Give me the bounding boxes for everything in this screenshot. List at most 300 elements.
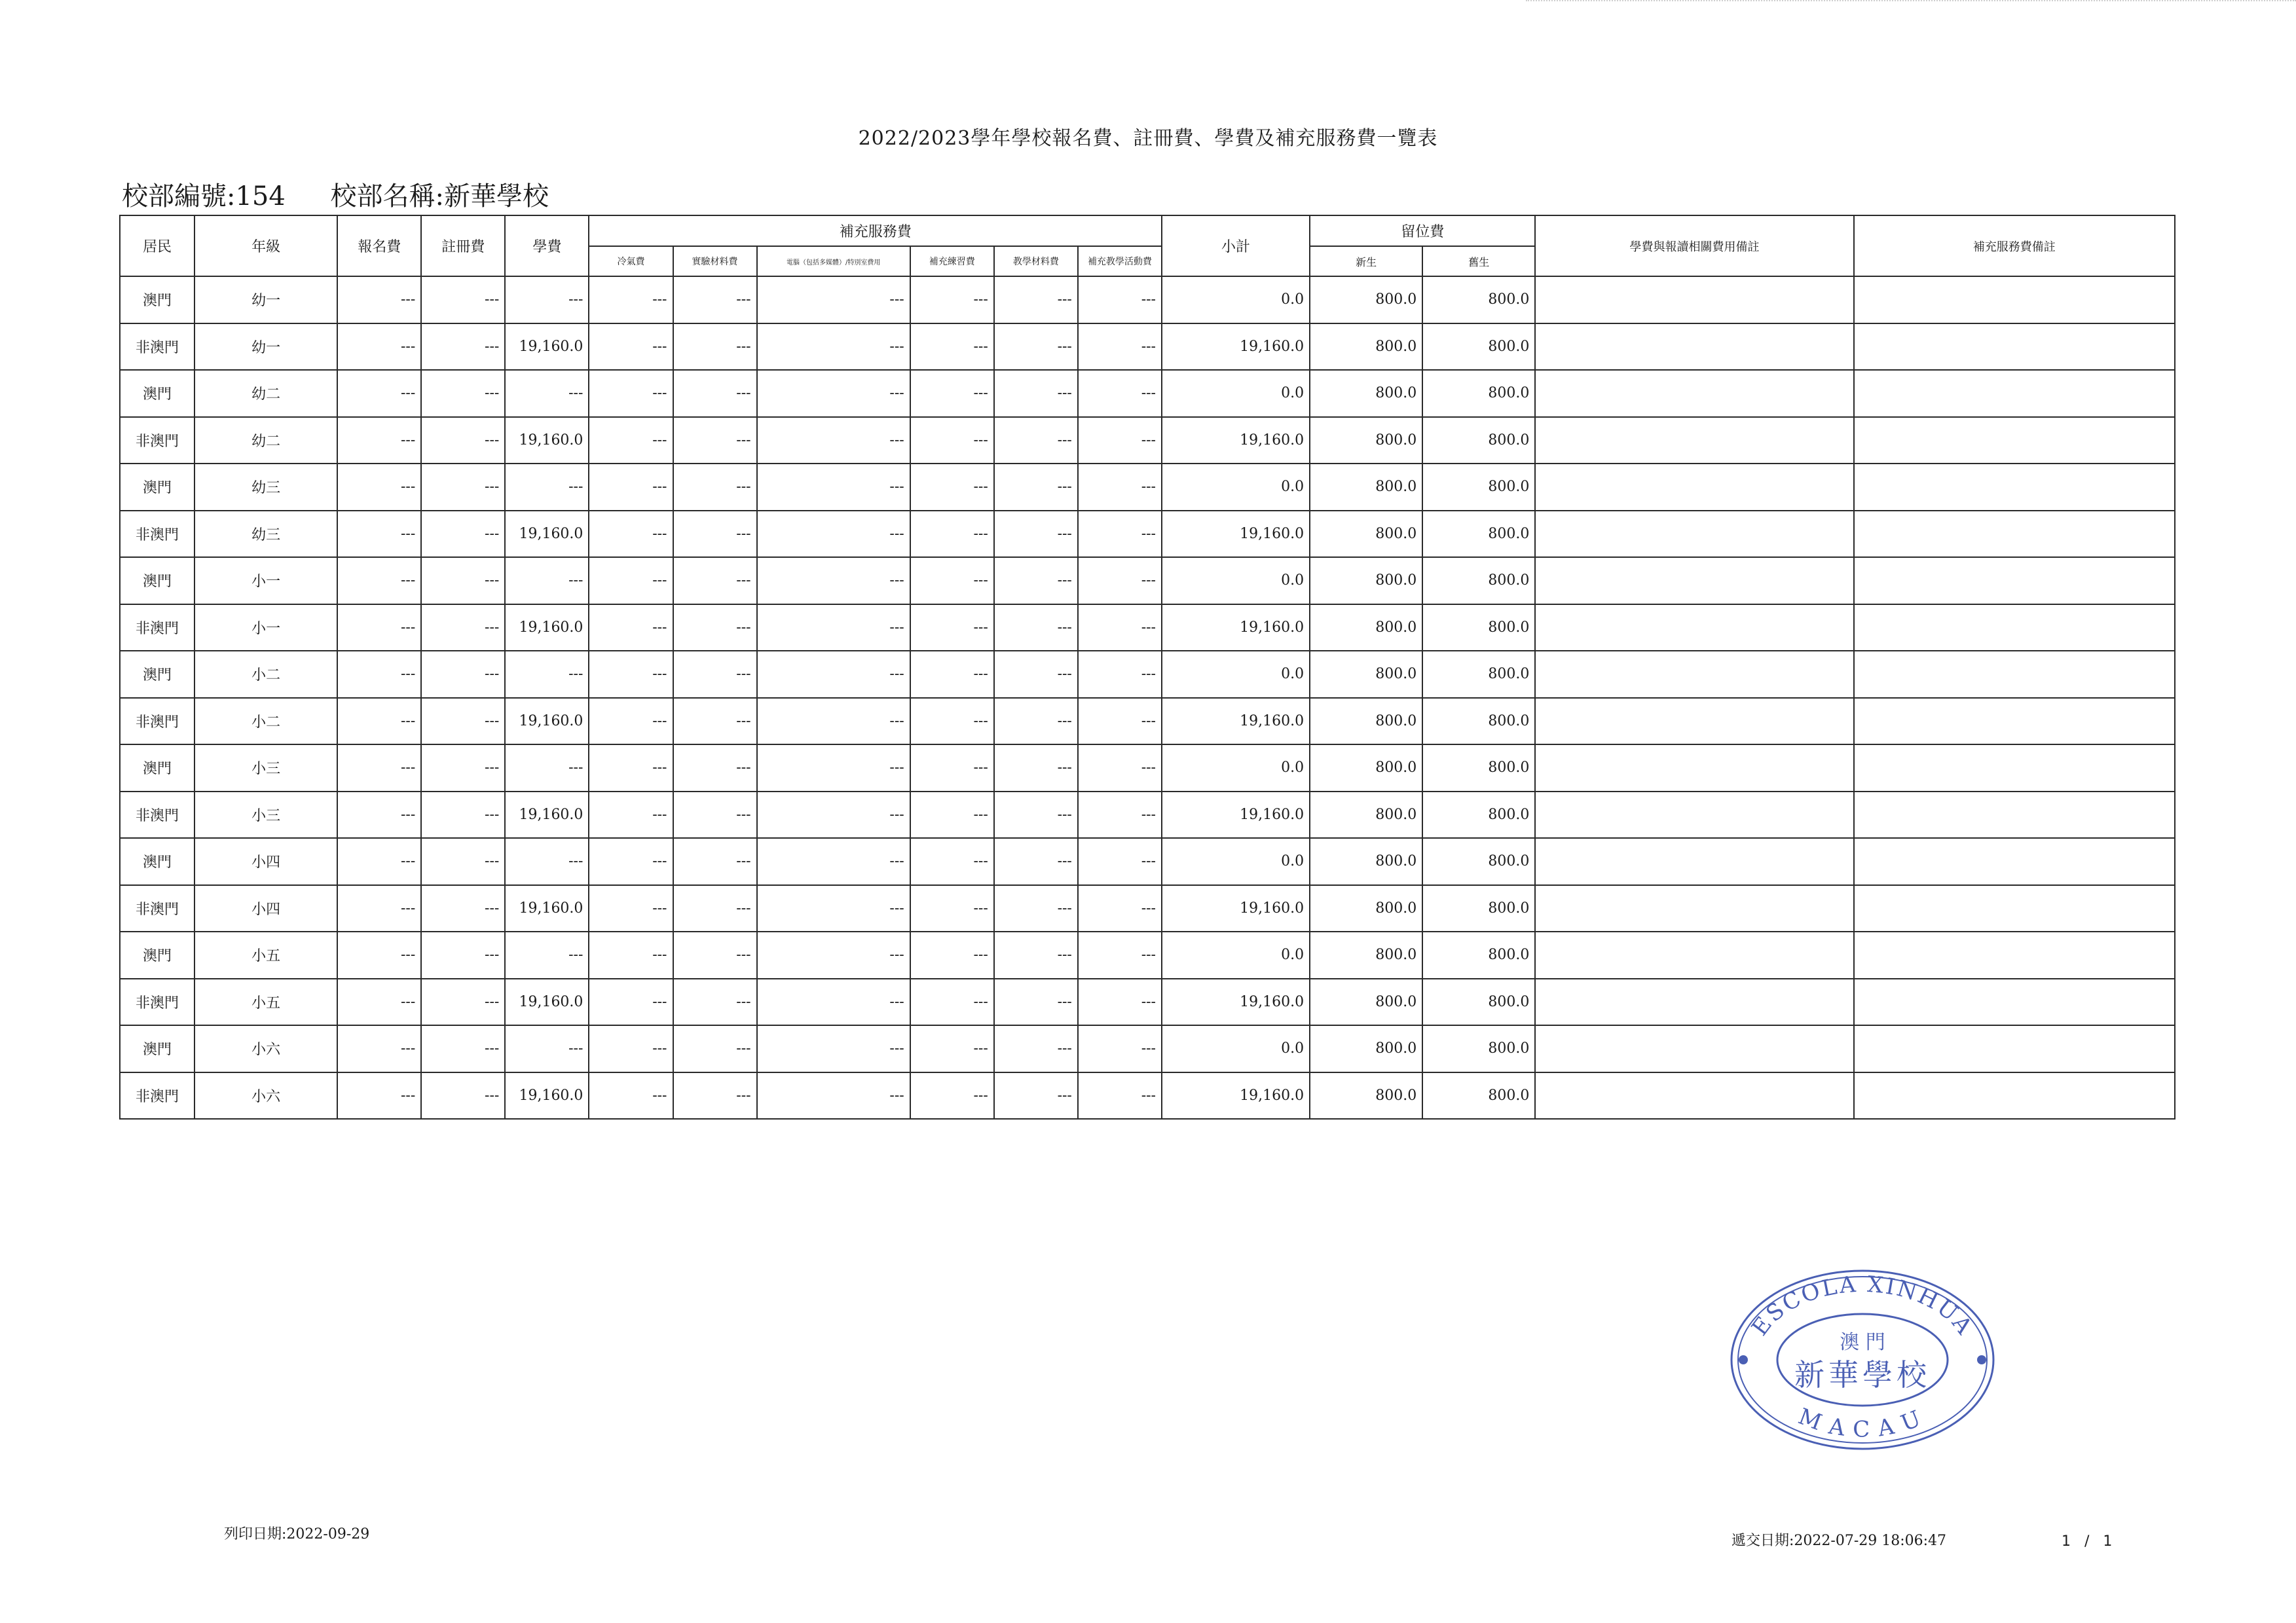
cell-s2: --- (673, 744, 757, 792)
cell-s1: --- (589, 792, 673, 839)
cell-s5: --- (994, 511, 1078, 558)
cell-s5: --- (994, 979, 1078, 1026)
cell-tuition-remark (1535, 698, 1853, 745)
table-row (120, 417, 2175, 464)
cell-s1: --- (589, 838, 673, 885)
table-row (120, 464, 2175, 511)
cell-s4: --- (910, 464, 994, 511)
cell-resident: 澳門 (120, 744, 194, 792)
cell-s6: --- (1078, 604, 1162, 651)
cell-tuition: --- (505, 932, 589, 979)
header-seat-new: 新生 (1310, 246, 1422, 276)
cell-tuition: --- (505, 651, 589, 698)
cell-registration-fee: --- (421, 1025, 505, 1072)
cell-seat-old: 800.0 (1422, 417, 1535, 464)
cell-s4: --- (910, 744, 994, 792)
cell-s4: --- (910, 276, 994, 323)
cell-s5: --- (994, 604, 1078, 651)
cell-s4: --- (910, 885, 994, 932)
header-registration-fee: 註冊費 (421, 215, 505, 276)
cell-s2: --- (673, 276, 757, 323)
cell-s6: --- (1078, 464, 1162, 511)
cell-registration-fee: --- (421, 276, 505, 323)
cell-subtotal: 0.0 (1162, 932, 1310, 979)
cell-seat-old: 800.0 (1422, 651, 1535, 698)
cell-s1: --- (589, 511, 673, 558)
cell-registration-fee: --- (421, 979, 505, 1026)
cell-s3: --- (757, 370, 910, 417)
cell-subtotal: 19,160.0 (1162, 417, 1310, 464)
cell-supplementary-remark (1854, 323, 2175, 371)
cell-seat-new: 800.0 (1310, 1072, 1422, 1120)
cell-s3: --- (757, 417, 910, 464)
cell-s3: --- (757, 698, 910, 745)
header-application-fee: 報名費 (337, 215, 421, 276)
cell-supplementary-remark (1854, 511, 2175, 558)
cell-s5: --- (994, 932, 1078, 979)
header-supplementary-group: 補充服務費 (589, 215, 1162, 246)
cell-subtotal: 0.0 (1162, 651, 1310, 698)
cell-supplementary-remark (1854, 417, 2175, 464)
cell-s5: --- (994, 323, 1078, 371)
cell-s6: --- (1078, 744, 1162, 792)
header-exercises: 補充練習費 (910, 246, 994, 276)
cell-resident: 非澳門 (120, 604, 194, 651)
cell-s6: --- (1078, 370, 1162, 417)
header-grade: 年級 (194, 215, 337, 276)
cell-s2: --- (673, 838, 757, 885)
cell-s2: --- (673, 792, 757, 839)
cell-s2: --- (673, 979, 757, 1026)
cell-seat-new: 800.0 (1310, 323, 1422, 371)
cell-tuition-remark (1535, 885, 1853, 932)
header-teaching-materials: 教學材料費 (994, 246, 1078, 276)
cell-s6: --- (1078, 1072, 1162, 1120)
cell-s5: --- (994, 1072, 1078, 1120)
cell-s2: --- (673, 464, 757, 511)
header-computer-room: 電腦（包括多媒體）/特別室費用 (757, 246, 910, 276)
cell-s2: --- (673, 370, 757, 417)
table-row (120, 370, 2175, 417)
cell-s3: --- (757, 932, 910, 979)
cell-tuition: --- (505, 744, 589, 792)
cell-s3: --- (757, 464, 910, 511)
cell-subtotal: 0.0 (1162, 1025, 1310, 1072)
cell-application-fee: --- (337, 511, 421, 558)
seal-top-text: ESCOLA XINHUA (1747, 1271, 1978, 1341)
cell-s6: --- (1078, 511, 1162, 558)
cell-tuition: --- (505, 557, 589, 604)
cell-s1: --- (589, 276, 673, 323)
cell-s6: --- (1078, 885, 1162, 932)
cell-subtotal: 19,160.0 (1162, 511, 1310, 558)
cell-s4: --- (910, 1025, 994, 1072)
cell-seat-old: 800.0 (1422, 464, 1535, 511)
cell-tuition-remark (1535, 838, 1853, 885)
cell-subtotal: 19,160.0 (1162, 885, 1310, 932)
cell-s6: --- (1078, 651, 1162, 698)
cell-seat-old: 800.0 (1422, 885, 1535, 932)
cell-resident: 非澳門 (120, 417, 194, 464)
cell-s2: --- (673, 1072, 757, 1120)
cell-supplementary-remark (1854, 604, 2175, 651)
cell-tuition-remark (1535, 932, 1853, 979)
cell-tuition: 19,160.0 (505, 604, 589, 651)
cell-s1: --- (589, 370, 673, 417)
scan-edge-rule (1526, 0, 2296, 1)
cell-grade: 小四 (194, 838, 337, 885)
cell-s4: --- (910, 557, 994, 604)
cell-resident: 非澳門 (120, 885, 194, 932)
cell-s5: --- (994, 885, 1078, 932)
cell-s3: --- (757, 885, 910, 932)
cell-grade: 小二 (194, 651, 337, 698)
cell-s4: --- (910, 792, 994, 839)
cell-s3: --- (757, 276, 910, 323)
table-row (120, 838, 2175, 885)
cell-tuition: 19,160.0 (505, 1072, 589, 1120)
cell-s4: --- (910, 417, 994, 464)
cell-s1: --- (589, 885, 673, 932)
cell-tuition-remark (1535, 979, 1853, 1026)
cell-subtotal: 19,160.0 (1162, 979, 1310, 1026)
header-seat-old: 舊生 (1422, 246, 1535, 276)
cell-supplementary-remark (1854, 464, 2175, 511)
cell-resident: 非澳門 (120, 1072, 194, 1120)
cell-resident: 澳門 (120, 651, 194, 698)
cell-s5: --- (994, 651, 1078, 698)
cell-tuition-remark (1535, 276, 1853, 323)
cell-registration-fee: --- (421, 792, 505, 839)
cell-s1: --- (589, 604, 673, 651)
cell-tuition-remark (1535, 1072, 1853, 1120)
cell-seat-new: 800.0 (1310, 979, 1422, 1026)
cell-tuition-remark (1535, 417, 1853, 464)
cell-grade: 小二 (194, 698, 337, 745)
table-row (120, 604, 2175, 651)
cell-tuition: 19,160.0 (505, 417, 589, 464)
cell-supplementary-remark (1854, 932, 2175, 979)
cell-supplementary-remark (1854, 276, 2175, 323)
cell-s4: --- (910, 979, 994, 1026)
cell-s1: --- (589, 979, 673, 1026)
cell-registration-fee: --- (421, 557, 505, 604)
table-row (120, 885, 2175, 932)
fee-table-body (120, 276, 2175, 1119)
cell-seat-old: 800.0 (1422, 370, 1535, 417)
cell-tuition: 19,160.0 (505, 698, 589, 745)
cell-s3: --- (757, 557, 910, 604)
cell-application-fee: --- (337, 604, 421, 651)
cell-s1: --- (589, 744, 673, 792)
cell-tuition-remark (1535, 1025, 1853, 1072)
cell-tuition: --- (505, 1025, 589, 1072)
cell-subtotal: 0.0 (1162, 370, 1310, 417)
cell-seat-new: 800.0 (1310, 1025, 1422, 1072)
cell-s3: --- (757, 651, 910, 698)
seal-inner-large: 新華學校 (1794, 1357, 1931, 1393)
cell-s1: --- (589, 651, 673, 698)
cell-grade: 幼一 (194, 276, 337, 323)
cell-tuition-remark (1535, 370, 1853, 417)
cell-registration-fee: --- (421, 323, 505, 371)
cell-seat-new: 800.0 (1310, 885, 1422, 932)
cell-application-fee: --- (337, 838, 421, 885)
school-seal (1729, 1267, 1996, 1452)
header-resident: 居民 (120, 215, 194, 276)
page-title: 2022/2023學年學校報名費、註冊費、學費及補充服務費一覽表 (858, 127, 1438, 150)
cell-s4: --- (910, 370, 994, 417)
cell-seat-old: 800.0 (1422, 792, 1535, 839)
cell-grade: 幼一 (194, 323, 337, 371)
cell-s5: --- (994, 370, 1078, 417)
cell-s2: --- (673, 511, 757, 558)
cell-s2: --- (673, 417, 757, 464)
cell-application-fee: --- (337, 932, 421, 979)
cell-tuition: 19,160.0 (505, 979, 589, 1026)
cell-s3: --- (757, 1025, 910, 1072)
cell-supplementary-remark (1854, 1072, 2175, 1120)
seal-inner-small: 澳 門 (1840, 1331, 1885, 1354)
cell-registration-fee: --- (421, 651, 505, 698)
cell-subtotal: 19,160.0 (1162, 698, 1310, 745)
seal-bottom-text: MACAU (1794, 1403, 1931, 1443)
cell-s1: --- (589, 464, 673, 511)
cell-registration-fee: --- (421, 744, 505, 792)
cell-seat-old: 800.0 (1422, 932, 1535, 979)
header-air-conditioning: 冷氣費 (589, 246, 673, 276)
table-row (120, 276, 2175, 323)
cell-s3: --- (757, 511, 910, 558)
cell-application-fee: --- (337, 792, 421, 839)
cell-seat-new: 800.0 (1310, 511, 1422, 558)
cell-s2: --- (673, 651, 757, 698)
cell-seat-old: 800.0 (1422, 604, 1535, 651)
cell-subtotal: 19,160.0 (1162, 604, 1310, 651)
cell-s4: --- (910, 323, 994, 371)
table-row (120, 651, 2175, 698)
cell-s1: --- (589, 932, 673, 979)
cell-subtotal: 19,160.0 (1162, 323, 1310, 371)
cell-seat-old: 800.0 (1422, 323, 1535, 371)
cell-s6: --- (1078, 698, 1162, 745)
cell-application-fee: --- (337, 651, 421, 698)
cell-s3: --- (757, 838, 910, 885)
cell-s5: --- (994, 417, 1078, 464)
cell-s2: --- (673, 604, 757, 651)
cell-tuition: --- (505, 276, 589, 323)
submit-date: 遞交日期:2022-07-29 18:06:47 (1731, 1533, 1947, 1549)
cell-resident: 澳門 (120, 464, 194, 511)
cell-grade: 幼二 (194, 417, 337, 464)
cell-application-fee: --- (337, 979, 421, 1026)
cell-grade: 幼二 (194, 370, 337, 417)
header-seat-group: 留位費 (1310, 215, 1535, 246)
cell-s5: --- (994, 792, 1078, 839)
cell-s4: --- (910, 698, 994, 745)
cell-s4: --- (910, 932, 994, 979)
cell-grade: 小三 (194, 792, 337, 839)
cell-seat-new: 800.0 (1310, 604, 1422, 651)
cell-resident: 非澳門 (120, 698, 194, 745)
cell-seat-old: 800.0 (1422, 1025, 1535, 1072)
cell-s1: --- (589, 557, 673, 604)
cell-s5: --- (994, 557, 1078, 604)
cell-tuition: 19,160.0 (505, 885, 589, 932)
cell-supplementary-remark (1854, 651, 2175, 698)
cell-tuition: --- (505, 370, 589, 417)
cell-application-fee: --- (337, 698, 421, 745)
cell-seat-old: 800.0 (1422, 511, 1535, 558)
cell-application-fee: --- (337, 557, 421, 604)
cell-grade: 小六 (194, 1025, 337, 1072)
cell-s4: --- (910, 511, 994, 558)
cell-grade: 小五 (194, 979, 337, 1026)
cell-subtotal: 0.0 (1162, 838, 1310, 885)
cell-tuition: --- (505, 838, 589, 885)
cell-s1: --- (589, 1025, 673, 1072)
cell-s1: --- (589, 417, 673, 464)
cell-registration-fee: --- (421, 464, 505, 511)
cell-grade: 小六 (194, 1072, 337, 1120)
school-code: 校部編號:154 (122, 181, 286, 211)
cell-s4: --- (910, 1072, 994, 1120)
cell-s4: --- (910, 651, 994, 698)
cell-s3: --- (757, 604, 910, 651)
header-teaching-activities: 補充教學活動費 (1078, 246, 1162, 276)
cell-application-fee: --- (337, 744, 421, 792)
cell-grade: 幼三 (194, 464, 337, 511)
cell-s4: --- (910, 838, 994, 885)
cell-tuition-remark (1535, 323, 1853, 371)
cell-supplementary-remark (1854, 744, 2175, 792)
cell-subtotal: 19,160.0 (1162, 792, 1310, 839)
cell-tuition: 19,160.0 (505, 323, 589, 371)
cell-s6: --- (1078, 323, 1162, 371)
cell-s3: --- (757, 323, 910, 371)
cell-tuition-remark (1535, 557, 1853, 604)
cell-registration-fee: --- (421, 838, 505, 885)
cell-s6: --- (1078, 979, 1162, 1026)
cell-seat-new: 800.0 (1310, 557, 1422, 604)
cell-s2: --- (673, 1025, 757, 1072)
header-supplementary-remark: 補充服務費備註 (1854, 215, 2175, 276)
cell-resident: 非澳門 (120, 792, 194, 839)
cell-s3: --- (757, 1072, 910, 1120)
cell-resident: 非澳門 (120, 511, 194, 558)
cell-application-fee: --- (337, 1072, 421, 1120)
cell-resident: 澳門 (120, 557, 194, 604)
cell-s6: --- (1078, 1025, 1162, 1072)
cell-tuition-remark (1535, 464, 1853, 511)
cell-tuition: 19,160.0 (505, 511, 589, 558)
table-row (120, 792, 2175, 839)
cell-resident: 澳門 (120, 1025, 194, 1072)
table-row (120, 323, 2175, 371)
cell-seat-old: 800.0 (1422, 979, 1535, 1026)
cell-grade: 小四 (194, 885, 337, 932)
header-tuition: 學費 (505, 215, 589, 276)
cell-registration-fee: --- (421, 885, 505, 932)
cell-seat-new: 800.0 (1310, 370, 1422, 417)
cell-registration-fee: --- (421, 604, 505, 651)
cell-tuition: 19,160.0 (505, 792, 589, 839)
cell-registration-fee: --- (421, 370, 505, 417)
cell-supplementary-remark (1854, 792, 2175, 839)
table-row (120, 698, 2175, 745)
cell-registration-fee: --- (421, 511, 505, 558)
cell-application-fee: --- (337, 323, 421, 371)
cell-tuition-remark (1535, 651, 1853, 698)
cell-s5: --- (994, 838, 1078, 885)
cell-application-fee: --- (337, 417, 421, 464)
cell-s6: --- (1078, 417, 1162, 464)
header-tuition-remark: 學費與報讀相關費用備註 (1535, 215, 1853, 276)
cell-s2: --- (673, 932, 757, 979)
cell-application-fee: --- (337, 464, 421, 511)
cell-registration-fee: --- (421, 932, 505, 979)
cell-s6: --- (1078, 276, 1162, 323)
cell-application-fee: --- (337, 1025, 421, 1072)
cell-s2: --- (673, 323, 757, 371)
cell-registration-fee: --- (421, 417, 505, 464)
cell-subtotal: 0.0 (1162, 464, 1310, 511)
cell-s3: --- (757, 792, 910, 839)
table-row (120, 744, 2175, 792)
cell-s5: --- (994, 1025, 1078, 1072)
cell-supplementary-remark (1854, 698, 2175, 745)
cell-grade: 小五 (194, 932, 337, 979)
cell-supplementary-remark (1854, 557, 2175, 604)
cell-grade: 幼三 (194, 511, 337, 558)
cell-tuition-remark (1535, 511, 1853, 558)
cell-supplementary-remark (1854, 838, 2175, 885)
cell-application-fee: --- (337, 370, 421, 417)
cell-supplementary-remark (1854, 885, 2175, 932)
cell-seat-old: 800.0 (1422, 557, 1535, 604)
svg-text:ESCOLA XINHUA (1747, 1271, 1978, 1341)
page-number: 1 / 1 (2062, 1533, 2113, 1550)
cell-s5: --- (994, 464, 1078, 511)
cell-tuition-remark (1535, 604, 1853, 651)
cell-seat-new: 800.0 (1310, 464, 1422, 511)
cell-seat-new: 800.0 (1310, 792, 1422, 839)
cell-registration-fee: --- (421, 1072, 505, 1120)
cell-s1: --- (589, 698, 673, 745)
table-row (120, 979, 2175, 1026)
cell-subtotal: 0.0 (1162, 557, 1310, 604)
cell-registration-fee: --- (421, 698, 505, 745)
cell-s3: --- (757, 979, 910, 1026)
cell-resident: 澳門 (120, 838, 194, 885)
cell-seat-old: 800.0 (1422, 276, 1535, 323)
cell-tuition: --- (505, 464, 589, 511)
cell-tuition-remark (1535, 744, 1853, 792)
cell-application-fee: --- (337, 276, 421, 323)
table-row (120, 1072, 2175, 1120)
cell-supplementary-remark (1854, 979, 2175, 1026)
cell-seat-new: 800.0 (1310, 698, 1422, 745)
cell-resident: 非澳門 (120, 323, 194, 371)
cell-resident: 澳門 (120, 276, 194, 323)
table-row (120, 1025, 2175, 1072)
cell-s6: --- (1078, 932, 1162, 979)
cell-subtotal: 0.0 (1162, 744, 1310, 792)
cell-supplementary-remark (1854, 370, 2175, 417)
cell-s5: --- (994, 698, 1078, 745)
school-name: 校部名稱:新華學校 (330, 181, 549, 211)
cell-resident: 澳門 (120, 370, 194, 417)
